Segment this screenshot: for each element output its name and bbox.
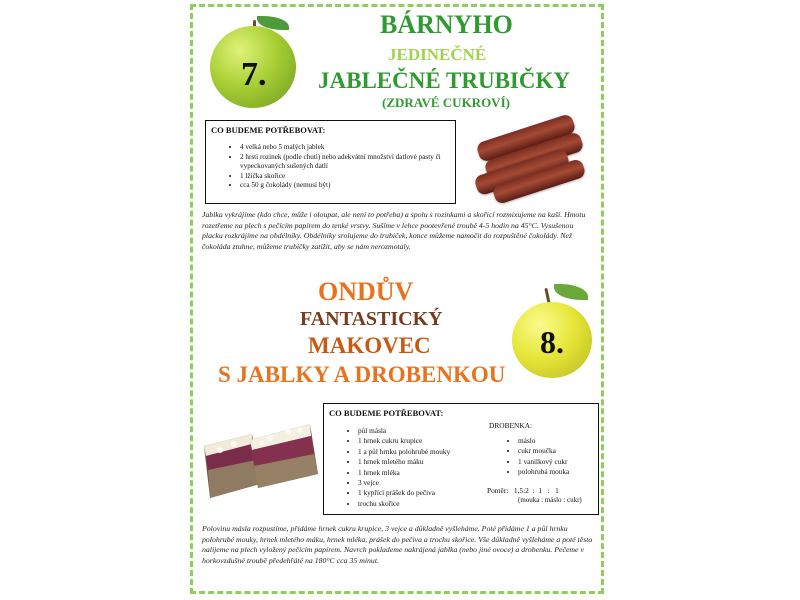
list-item: • 2 hrsti rozinek (podle chuti) nebo adekvátní množství datlové pasty či vypeckovaných sušených datlí [240,153,460,172]
list-item: • 3 vejce [358,478,508,488]
list-item: • trochu skořice [358,499,508,509]
recipe8-title-line3: MAKOVEC [308,333,431,358]
recipe8-box-heading: CO BUDEME POTŘEBOVAT: [329,408,444,418]
recipe8-ingredient-list [344,426,508,509]
recipe8-instructions: Polovinu másla rozpustíme, přidáme hrnek cukru krupice, 3 vejce a důkladně vyšleháme. Poté přidáme 1 a půl hrnku polohrubé mouky, hrnek mletého máku, hrnek mléka, prášek do pečiva a trochu skořice. Vše důkladně vyšleháme a poté těsto nalijeme na plech vyložený pečícím papírem. Navrch poklademe nakrájená jablka (nebo jiné ovoce) a drobenku. Pečeme v horkovzdušné troubě předehřáté na 180°C cca 35 minut. [202,524,593,565]
recipe7-title-line2: JEDINEČNÉ [388,45,487,64]
poppy-seed-cake-photo [200,410,322,498]
list-item: • polohrubá mouka [518,467,608,477]
recipe8-title-line1: ONDŮV [318,277,414,306]
list-item: • 1 hrnek cukru krupice [358,436,508,446]
recipe8-title-line4: S JABLKY A DROBENKOU [218,362,506,387]
list-item: • cca 50 g čokolády (nemusí být) [240,181,460,191]
list-item: • cukr moučka [518,446,608,456]
drobenka-list [504,436,608,478]
drobenka-heading: DROBENKA: [489,421,533,430]
recipe-number: 8. [540,324,564,360]
ratio-note: (mouka : máslo : cukr) [518,496,582,504]
green-apple-icon [210,18,296,108]
list-item: • 1 hrnek mletého máku [358,457,508,467]
recipe7-title-line3: JABLEČNÉ TRUBIČKY [318,68,570,93]
recipe7-instructions: Jablka vykrájíme (kdo chce, může i oloupat, ale není to potřeba) a spolu s rozinkami a skořicí rozmixujeme na kaši. Hmotu rozetřeme na plech s pečícím papírem do tenké vrstvy. Sušíme v lehce pootevřené troubě 4-5 hodin na 45°C. Vysušenou placku rozkrájíme na obdélníky. Obdélníky srolujeme do trubiček, konce můžeme namočit do rozpuštěné čokolády. Než čokoláda ztuhne, můžeme trubičky zatížit, aby se nám nerozmotaly. [202,210,586,251]
recipe7-box-heading: CO BUDEME POTŘEBOVAT: [211,125,326,135]
apple-rolls-photo [470,116,588,196]
list-item: • 1 a půl hrnku polohrubé mouky [358,447,508,457]
list-item: • 1 vanilkový cukr [518,457,608,467]
recipe7-title-line1: BÁRNYHO [380,10,513,39]
recipe8-title-line2: FANTASTICKÝ [300,308,443,330]
ratio-line: Poměr: 1,5:2 : 1 : 1 [487,486,559,495]
list-item: • 1 hrnek mléka [358,468,508,478]
recipe-number: 7. [241,56,267,93]
recipe7-title-line4: (ZDRAVÉ CUKROVÍ) [382,95,510,110]
yellow-apple-icon [512,284,592,380]
list-item: • 1 kypřící prášek do pečiva [358,488,508,498]
recipe8-ingredients-box [323,403,599,515]
list-item: • 4 velká nebo 5 malých jablek [240,143,460,153]
recipe7-ingredient-list [226,143,460,191]
recipe7-ingredients-box [205,120,456,204]
list-item: • půl másla [358,426,508,436]
list-item: • 1 lžička skořice [240,172,460,182]
list-item: • máslo [518,436,608,446]
